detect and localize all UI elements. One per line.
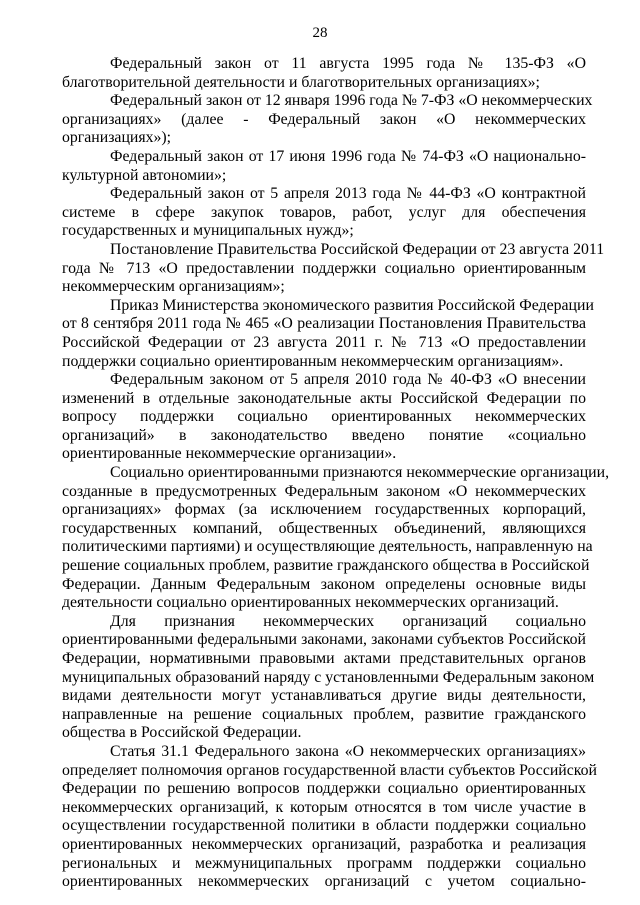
text-line: государственных компаний, общественных объединений, являющихся: [62, 519, 586, 537]
text-line: Федерации. Данным Федеральным законом определены основные виды: [62, 575, 586, 593]
text-line: государственных и муниципальных нужд»;: [62, 222, 354, 240]
text-line: организациях» формах (за исключением государственных корпораций,: [62, 501, 586, 519]
paragraph-p10: [62, 742, 597, 892]
paragraph-p8: [62, 464, 610, 613]
text-line: Федеральный закон от 5 апреля 2013 года № 44-ФЗ «О контрактной: [110, 185, 586, 203]
text-line: Федеральным законом от 5 апреля 2010 года № 40-ФЗ «О внесении: [110, 371, 586, 389]
text-line: Федеральный закон от 11 августа 1995 года № 135-ФЗ «О: [110, 55, 586, 72]
text-line: некоммерческим организациям»;: [62, 278, 285, 296]
page-number: 28: [312, 25, 328, 41]
text-line: деятельности социально ориентированных некоммерческих организаций.: [62, 594, 559, 612]
text-line: года № 713 «О предоставлении поддержки социально ориентированным: [62, 259, 586, 277]
text-line: направленные на решение социальных проблем, развитие гражданского: [62, 705, 586, 723]
text-line: ориентированных некоммерческих организаций с учетом социально-: [62, 873, 586, 891]
text-line: благотворительной деятельности и благотворительных организациях»;: [62, 73, 540, 91]
text-line: решение социальных проблем, развитие гражданского общества в Российской: [62, 557, 590, 575]
paragraph-p1: [62, 55, 586, 92]
text-line: Статья 31.1 Федерального закона «О некоммерческих организациях»: [110, 742, 586, 760]
text-line: системе в сфере закупок товаров, работ, услуг для обеспечения: [62, 203, 586, 221]
text-line: поддержки социально ориентированным некоммерческим организациям».: [62, 352, 564, 370]
text-line: определяет полномочия органов государственной власти субъектов Российской: [62, 761, 597, 779]
text-line: Для признания некоммерческих организаций социально: [110, 612, 586, 630]
text-line: от 8 сентября 2011 года № 465 «О реализации Постановления Правительства: [62, 315, 586, 333]
text-line: созданные в предусмотренных Федеральным законом «О некоммерческих: [62, 482, 586, 500]
text-line: Федеральный закон от 12 января 1996 года № 7-ФЗ «О некоммерческих: [110, 92, 593, 110]
text-line: Приказ Министерства экономического развития Российской Федерации: [110, 296, 594, 314]
text-line: Социально ориентированными признаются некоммерческие организации,: [110, 464, 610, 482]
text-line: изменений в отдельные законодательные акты Российской Федерации по: [62, 389, 586, 407]
text-line: Постановление Правительства Российской Федерации от 23 августа 2011: [110, 240, 605, 258]
text-line: ориентированными федеральными законами, законами субъектов Российской: [62, 631, 586, 649]
text-line: организациях»);: [62, 129, 172, 147]
text-line: Федеральный закон от 17 июня 1996 года № 74-ФЗ «О национально-: [110, 147, 586, 165]
paragraph-p5: [62, 240, 605, 297]
paragraph-p2: [62, 92, 593, 148]
text-line: культурной автономии»;: [62, 166, 227, 184]
paragraph-p6: [62, 296, 594, 371]
text-line: организаций» в законодательство введено понятие «социально: [62, 426, 586, 444]
text-line: осуществлении государственной политики в области поддержки социально: [62, 817, 586, 835]
text-line: организациях» (далее - Федеральный закон «О некоммерческих: [62, 110, 586, 128]
text-line: видами деятельности могут устанавливаться другие виды деятельности,: [62, 687, 586, 705]
text-line: региональных и межмуниципальных программ поддержки социально: [62, 854, 586, 872]
text-line: ориентированные некоммерческие организации».: [62, 445, 397, 463]
text-line: ориентированных некоммерческих организаций, разработка и реализация: [62, 835, 586, 853]
paragraph-p3: [62, 148, 586, 185]
paragraph-p4: [62, 185, 586, 241]
text-line: вопросу поддержки социально ориентированных некоммерческих: [62, 408, 586, 426]
paragraph-p7: [62, 371, 586, 464]
document-body: [62, 55, 610, 892]
text-line: некоммерческих организаций, к которым относятся в том числе участие в: [62, 798, 586, 816]
text-line: общества в Российской Федерации.: [62, 724, 302, 742]
text-line: политическими партиями) и осуществляющие деятельность, направленную на: [62, 538, 593, 556]
paragraph-p9: [62, 612, 595, 743]
text-line: муниципальных образований наряду с установленными Федеральным законом: [62, 668, 595, 686]
text-line: Российской Федерации от 23 августа 2011 г. № 713 «О предоставлении: [62, 333, 586, 351]
text-line: Федерации по решению вопросов поддержки социально ориентированных: [62, 780, 586, 798]
text-line: Федерации, нормативными правовыми актами представительных органов: [62, 650, 586, 667]
